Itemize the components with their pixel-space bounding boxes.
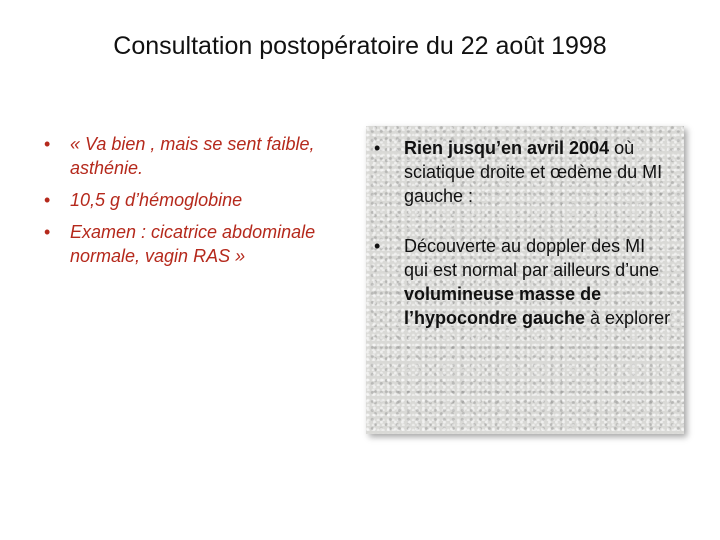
left-column	[44, 132, 344, 276]
bullet-icon: •	[44, 134, 51, 154]
list-item	[372, 136, 674, 208]
body-text: à explorer	[585, 308, 671, 328]
bullet-icon: •	[374, 138, 381, 158]
list-item	[44, 132, 344, 180]
bullet-icon: •	[44, 190, 51, 210]
bullet-icon: •	[44, 222, 51, 242]
bullet-icon: •	[374, 236, 381, 256]
list-item	[44, 220, 344, 268]
body-text: où sciatique droite et œdème du MI gauche :	[404, 138, 663, 206]
left-bullet-list	[44, 132, 344, 268]
slide-title: Consultation postopératoire du 22 août 1998	[113, 32, 607, 60]
list-item	[44, 188, 344, 212]
bold-text: Rien jusqu’en avril 2004	[404, 138, 610, 158]
body-text: Découverte au doppler des MI qui est normal par ailleurs d’une	[404, 236, 660, 280]
bullet-text: Examen : cicatrice abdominale normale, vagin RAS »	[70, 222, 316, 266]
bold-text: volumineuse masse de l’hypocondre gauche	[404, 284, 602, 328]
textured-text-box	[366, 126, 684, 434]
bullet-text: 10,5 g d’hémoglobine	[70, 190, 243, 210]
bullet-text: « Va bien , mais se sent faible, asthénie.	[70, 134, 315, 178]
list-item	[372, 234, 674, 330]
